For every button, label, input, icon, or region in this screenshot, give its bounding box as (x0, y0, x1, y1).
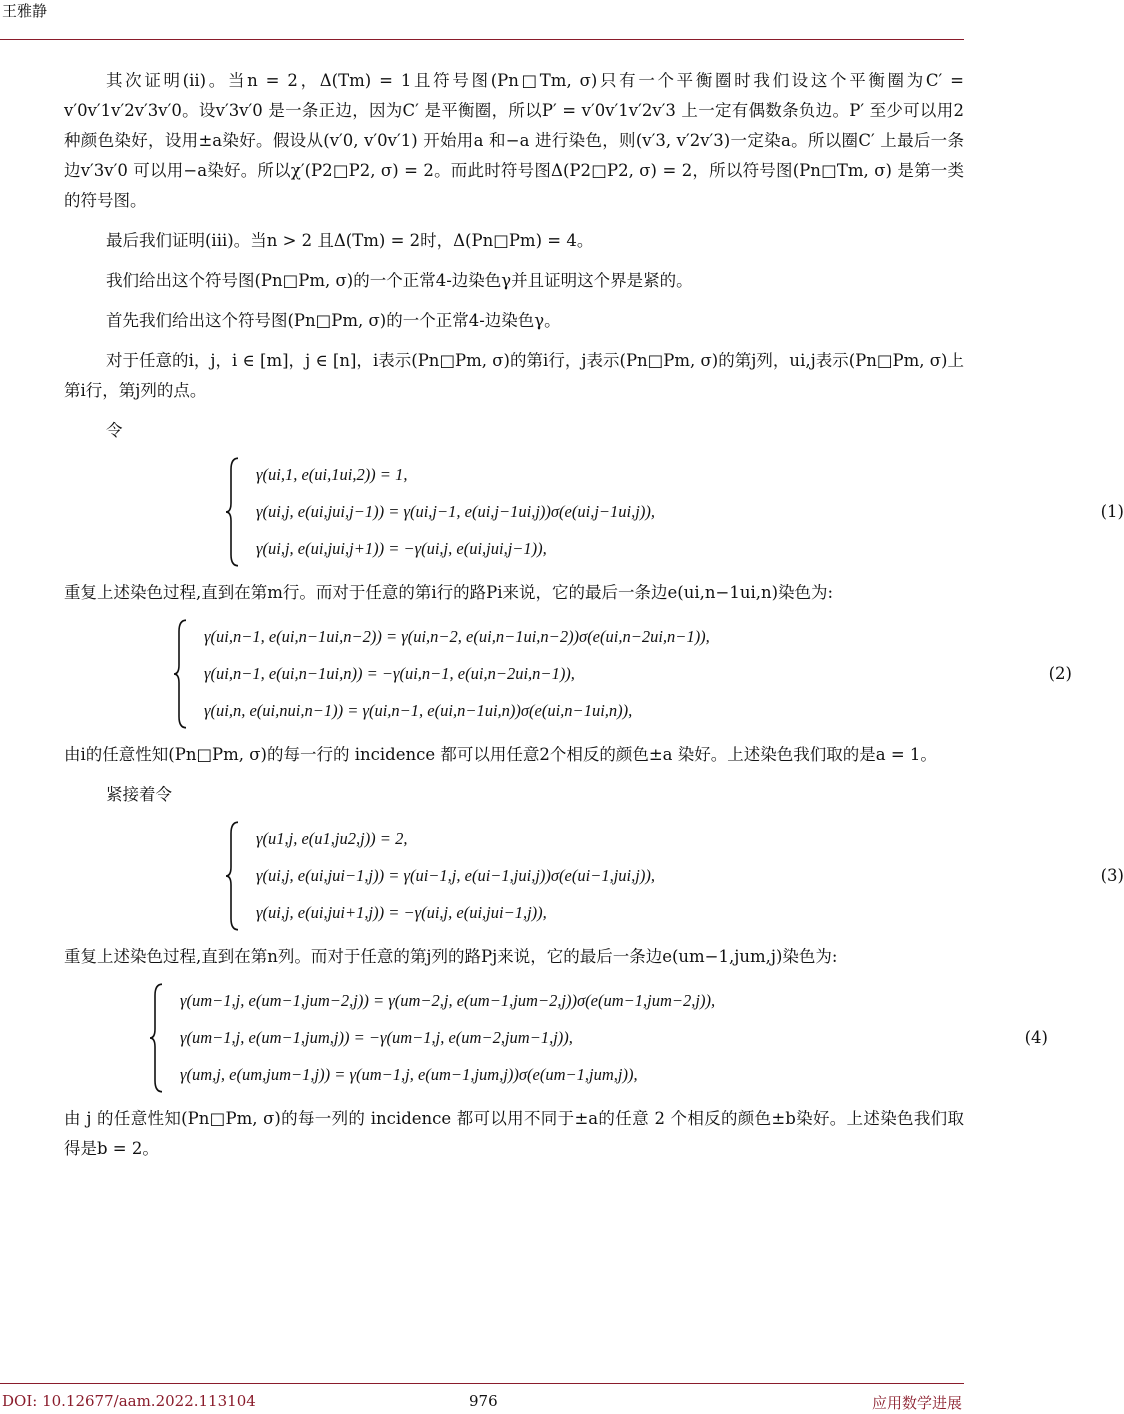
paragraph-proof-ii: 其次证明(ii)。当n = 2，Δ(Tm) = 1且符号图(Pn□Tm, σ)只有一个平衡圈时我们设这个平衡圈为C′ = v′0v′1v′2v′3v′0。设v′3v′0 是一条正边，因为C′ 是平衡圈，所以P′ = v′0v′1v′2v′3 上一定有偶数条负边。P′ 至少可以用2种颜色染好，设用±a染好。假设从(v′0, v′0v′1) 开始用a 和−a 进行染色，则(v′3, v′2v′3)一定染a。所以圈C′ 上最后一条边v′3v′0 可以用−a染好。所以χ′(P2□P2, σ) = 2。而此时符号图Δ(P2□P2, σ) = 2，所以符号图(Pn□Tm, σ) 是第一类的符号图。 (64, 71, 964, 210)
left-brace (224, 456, 242, 568)
footer-doi-link[interactable]: DOI: 10.12677/aam.2022.113104 (2, 1392, 256, 1410)
equation-3-line-1: γ(u1,j, e(u1,ju2,j)) = 2, (256, 828, 408, 848)
equation-2-line-2: γ(ui,n−1, e(ui,n−1ui,n)) = −γ(ui,n−1, e(ui,n−2ui,n−1)), (204, 663, 575, 683)
page-number: 976 (469, 1392, 498, 1410)
equation-2 (64, 618, 1072, 730)
equation-4 (64, 982, 1048, 1094)
equation-2-line-3: γ(ui,n, e(ui,nui,n−1)) = γ(ui,n−1, e(ui,n−1ui,n))σ(e(ui,n−1ui,n)), (204, 701, 633, 721)
equation-1-line-1: γ(ui,1, e(ui,1ui,2)) = 1, (256, 464, 408, 484)
paragraph-coloring-intro: 首先我们给出这个符号图(Pn□Pm, σ)的一个正常4-边染色γ。 (106, 311, 561, 330)
equation-3-line-3: γ(ui,j, e(ui,jui+1,j)) = −γ(ui,j, e(ui,jui−1,j)), (256, 903, 547, 923)
left-brace (224, 820, 242, 932)
header-rule (0, 39, 964, 40)
page-body (64, 66, 1124, 1174)
paragraph-column-repeat: 重复上述染色过程,直到在第n列。而对于任意的第j列的路Pj来说，它的最后一条边e(um−1,jum,j)染色为: (64, 947, 838, 966)
paragraph-let: 令 (106, 421, 123, 440)
paragraph-vertex-notation: 对于任意的i，j，i ∈ [m]，j ∈ [n]，i表示(Pn□Pm, σ)的第i行，j表示(Pn□Pm, σ)的第j列，ui,j表示(Pn□Pm, σ)上第i行，第j列的点。 (64, 351, 964, 400)
equation-1-line-3: γ(ui,j, e(ui,jui,j+1)) = −γ(ui,j, e(ui,jui,j−1)), (256, 539, 547, 559)
equation-2-line-1: γ(ui,n−1, e(ui,n−1ui,n−2)) = γ(ui,n−2, e(ui,n−1ui,n−2))σ(e(ui,n−2ui,n−1)), (204, 626, 710, 646)
paragraph-row-conclusion: 由i的任意性知(Pn□Pm, σ)的每一行的 incidence 都可以用任意2个相反的颜色±a 染好。上述染色我们取的是a = 1。 (64, 745, 937, 764)
equation-3 (64, 820, 1124, 932)
paragraph-bound-claim: 我们给出这个符号图(Pn□Pm, σ)的一个正常4-边染色γ并且证明这个界是紧的。 (106, 271, 693, 290)
paragraph-row-repeat: 重复上述染色过程,直到在第m行。而对于任意的第i行的路Pi来说，它的最后一条边e(ui,n−1ui,n)染色为: (64, 583, 834, 602)
equation-4-line-2: γ(um−1,j, e(um−1,jum,j)) = −γ(um−1,j, e(um−2,jum−1,j)), (180, 1027, 573, 1047)
footer-rule (0, 1383, 964, 1384)
equation-4-line-1: γ(um−1,j, e(um−1,jum−2,j)) = γ(um−2,j, e(um−1,jum−2,j))σ(e(um−1,jum−2,j)), (180, 990, 716, 1010)
equation-1-line-2: γ(ui,j, e(ui,jui,j−1)) = γ(ui,j−1, e(ui,j−1ui,j))σ(e(ui,j−1ui,j)), (256, 501, 655, 521)
equation-1 (64, 456, 1124, 568)
equation-2-number: (2) (1048, 664, 1072, 683)
paragraph-then-let: 紧接着令 (106, 785, 172, 804)
equation-1-number: (1) (1100, 502, 1124, 521)
equation-3-number: (3) (1100, 866, 1124, 885)
left-brace (148, 982, 166, 1094)
running-header-author: 王雅静 (2, 2, 48, 20)
equation-3-line-2: γ(ui,j, e(ui,jui−1,j)) = γ(ui−1,j, e(ui−1,jui,j))σ(e(ui−1,jui,j)), (256, 865, 655, 885)
equation-4-line-3: γ(um,j, e(um,jum−1,j)) = γ(um−1,j, e(um−1,jum,j))σ(e(um−1,jum,j)), (180, 1065, 638, 1085)
paragraph-proof-iii: 最后我们证明(iii)。当n > 2 且Δ(Tm) = 2时，Δ(Pn□Pm) = 4。 (106, 231, 594, 250)
journal-name[interactable]: 应用数学进展 (871, 1394, 962, 1412)
left-brace (172, 618, 190, 730)
equation-4-number: (4) (1024, 1028, 1048, 1047)
paragraph-column-conclusion: 由 j 的任意性知(Pn□Pm, σ)的每一列的 incidence 都可以用不同于±a的任意 2 个相反的颜色±b染好。上述染色我们取得是b = 2。 (64, 1109, 964, 1158)
